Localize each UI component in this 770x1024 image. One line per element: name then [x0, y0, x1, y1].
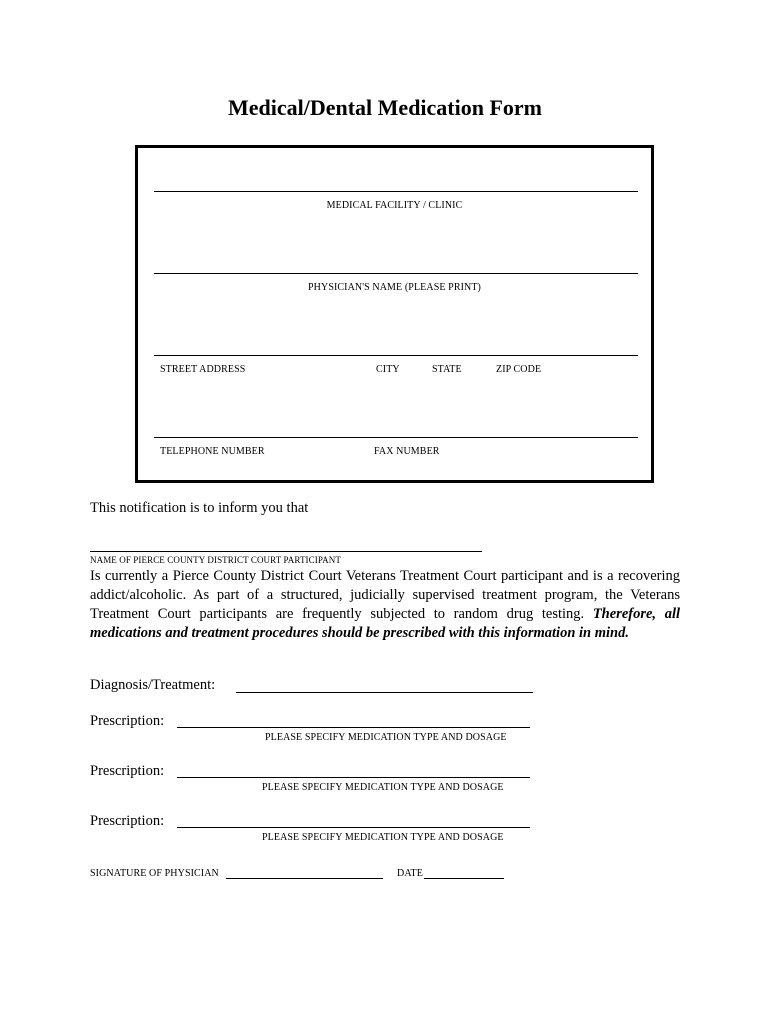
notification-text: This notification is to inform you that — [90, 500, 309, 516]
street-address-label: STREET ADDRESS — [160, 364, 246, 375]
telephone-label: TELEPHONE NUMBER — [160, 446, 265, 457]
date-line[interactable] — [424, 878, 504, 879]
diagnosis-label: Diagnosis/Treatment: — [90, 677, 216, 693]
zip-code-label: ZIP CODE — [496, 364, 542, 375]
city-label: CITY — [376, 364, 400, 375]
prescription-hint-2: PLEASE SPECIFY MEDICATION TYPE AND DOSAGE — [262, 782, 504, 793]
physician-info-box — [135, 145, 654, 483]
prescription-label-2: Prescription: — [90, 763, 165, 779]
participant-label: NAME OF PIERCE COUNTY DISTRICT COURT PARTICIPANT — [90, 555, 341, 565]
form-title: Medical/Dental Medication Form — [227, 95, 543, 120]
notice-paragraph-emphasis: Therefore, all medications and treatment procedures should be prescribed with this information in mind. — [90, 606, 680, 641]
physician-label: PHYSICIAN'S NAME (PLEASE PRINT) — [308, 282, 481, 293]
date-label: DATE — [397, 868, 423, 879]
diagnosis-line[interactable] — [236, 692, 533, 693]
prescription-hint-3: PLEASE SPECIFY MEDICATION TYPE AND DOSAGE — [262, 832, 504, 843]
fax-label: FAX NUMBER — [374, 446, 440, 457]
state-label: STATE — [432, 364, 462, 375]
notice-paragraph-text: Is currently a Pierce County District Court Veterans Treatment Court participant and is a recovering addict/alcoholic. As part of a structured, judicially supervised treatment program, the Veterans Treatment Court participants are frequently subjected to random drug testing. — [90, 568, 680, 622]
signature-label: SIGNATURE OF PHYSICIAN — [90, 868, 219, 879]
facility-line[interactable] — [154, 191, 638, 192]
physician-line[interactable] — [154, 273, 638, 274]
prescription-line-3[interactable] — [177, 827, 530, 828]
signature-line[interactable] — [226, 878, 383, 879]
prescription-hint-1: PLEASE SPECIFY MEDICATION TYPE AND DOSAGE — [265, 732, 507, 743]
prescription-label-1: Prescription: — [90, 713, 165, 729]
prescription-line-2[interactable] — [177, 777, 530, 778]
prescription-line-1[interactable] — [177, 727, 530, 728]
prescription-label-3: Prescription: — [90, 813, 165, 829]
address-line[interactable] — [154, 355, 638, 356]
participant-name-line[interactable] — [90, 551, 482, 552]
phone-fax-line[interactable] — [154, 437, 638, 438]
notice-paragraph — [90, 567, 680, 643]
facility-label: MEDICAL FACILITY / CLINIC — [326, 200, 463, 211]
